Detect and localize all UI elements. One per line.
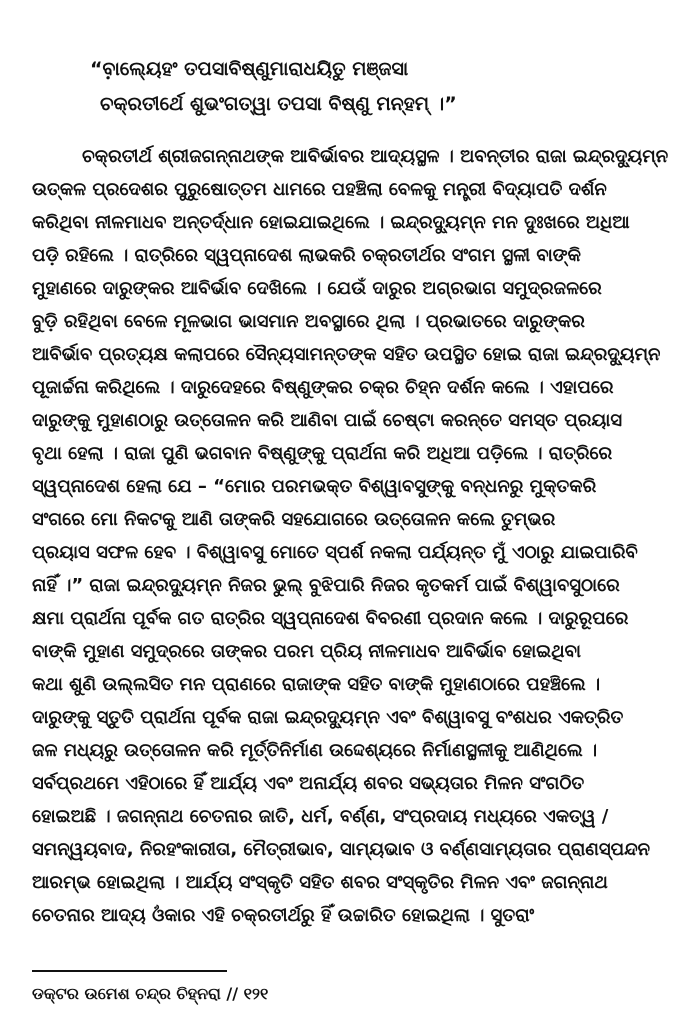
footer-author-page-number: ଡକ୍ଟର ଉମେଶ ଚନ୍ଦ୍ର ଚିହ୍ନରା // ୧୨୧ [32,984,269,1003]
body-line: ଜଳ ମଧ୍ୟରୁ ଉତ୍ତୋଳନ କରି ମୂର୍ତ୍ତିନିର୍ମାଣ ଉଦ୍ଦେଶ୍ୟରେ ନିର୍ମାଣସ୍ଥଳୀକୁ ଆଣିଥିଲେ । [32,740,598,761]
body-line: ଚେତନାର ଆଦ୍ୟ ଓଁକାର ଏହି ଚକ୍ରତୀର୍ଥରୁ ହିଁ ଉଚ୍ଚାରିତ ହୋଇଥିଲା । ସୁତରାଂ [32,905,535,926]
verse-line-2: ଚକ୍ରତୀର୍ଥେ ଶୁଭଂଗତ୍ୱା ତପସା ବିଷ୍ଣୁ ମନ୍ହମ୍ ।” [100,93,457,115]
footer-divider [32,970,227,972]
body-line: ଚକ୍ରତୀର୍ଥ ଶ୍ରୀଜଗନ୍ନାଥଙ୍କ ଆବିର୍ଭାବର ଆଦ୍ୟସ୍ଥଳ । ଅବନ୍ତୀର ରାଜା ଇନ୍ଦ୍ରଦ୍ୟୁମ୍ନ [82,146,669,167]
body-line: ସଂଗରେ ମୋ ନିକଟକୁ ଆଣି ତାଙ୍କରି ସହଯୋଗରେ ଉତ୍ତୋଳନ କଲେ ତୁମ୍ଭର [32,509,556,530]
body-line: ବୁଡ଼ି ରହିଥିବା ବେଳେ ମୂଳଭାଗ ଭାସମାନ ଅବସ୍ଥାରେ ଥିଲା । ପ୍ରଭାତରେ ଦାରୁଙ୍କର [32,311,585,332]
body-line: ବାଙ୍କି ମୁହାଣ ସମୁଦ୍ରରେ ତାଙ୍କର ପରମ ପ୍ରିୟ ନୀଳମାଧବ ଆବିର୍ଭାବ ହୋଇଥିବା [32,641,581,662]
body-line: ଉତ୍କଳ ପ୍ରଦେଶର ପୁରୁଷୋତ୍ତମ ଧାମରେ ପହଞ୍ଚିଲା ବେଳକୁ ମନ୍ତ୍ରୀ ବିଦ୍ୟାପତି ଦର୍ଶନ [32,179,607,200]
body-line: ନାହିଁ ।” ରାଜା ଇନ୍ଦ୍ରଦ୍ୟୁମ୍ନ ନିଜର ଭୁଲ୍ ବୁଝିପାରି ନିଜର କୃତକର୍ମ ପାଇଁ ବିଶ୍ୱାବସୁଠାରେ [32,575,620,596]
body-line: ଆରମ୍ଭ ହୋଇଥିଲା । ଆର୍ଯ୍ୟ ସଂସ୍କୃତି ସହିତ ଶବର ସଂସ୍କୃତିର ମିଳନ ଏବଂ ଜଗନ୍ନାଥ [32,872,608,893]
body-line: ସ୍ୱପ୍ନାଦେଶ ହେଲା ଯେ – “ମୋର ପରମଭକ୍ତ ବିଶ୍ୱାବସୁଙ୍କୁ ବନ୍ଧନରୁ ମୁକ୍ତକରି [32,476,597,497]
body-line: ମୁହାଣରେ ଦାରୁଙ୍କର ଆବିର୍ଭାବ ଦେଖିଲେ । ଯେଉଁ ଦାରୁର ଅଗ୍ରଭାଗ ସମୁଦ୍ରଜଳରେ [32,278,602,299]
body-line: କରିଥିବା ନୀଳମାଧବ ଅନ୍ତର୍ଦ୍ଧାନ ହୋଇଯାଇଥିଲେ । ଇନ୍ଦ୍ରଦ୍ୟୁମ୍ନ ମନ ଦୁଃଖରେ ଅଧିଆ [32,212,630,233]
body-paragraph [32,140,669,932]
body-line: ଦାରୁଙ୍କୁ ସ୍ତୁତି ପ୍ରାର୍ଥନା ପୂର୍ବକ ରାଜା ଇନ୍ଦ୍ରଦ୍ୟୁମ୍ନ ଏବଂ ବିଶ୍ୱାବସୁ ବଂଶଧର ଏକତ୍ରିତ [32,707,624,728]
body-line: ପ୍ରୟାସ ସଫଳ ହେବ । ବିଶ୍ୱାବସୁ ମୋତେ ସ୍ପର୍ଶ ନକଲା ପର୍ଯ୍ୟନ୍ତ ମୁଁ ଏଠାରୁ ଯାଇପାରିବି [32,542,638,563]
body-line: କ୍ଷମା ପ୍ରାର୍ଥନା ପୂର୍ବକ ଗତ ରାତ୍ରିର ସ୍ୱପ୍ନାଦେଶ ବିବରଣୀ ପ୍ରଦାନ କଲେ । ଦାରୁରୂପରେ [32,608,629,629]
body-line: କଥା ଶୁଣି ଉଲ୍ଲସିତ ମନ ପ୍ରାଣରେ ରାଜାଙ୍କ ସହିତ ବାଙ୍କି ମୁହାଣଠାରେ ପହଞ୍ଚିଲେ । [32,674,601,695]
body-line: ଆବିର୍ଭାବ ପ୍ରତ୍ୟକ୍ଷ କଲାପରେ ସୈନ୍ୟସାମନ୍ତଙ୍କ ସହିତ ଉପସ୍ଥିତ ହୋଇ ରାଜା ଇନ୍ଦ୍ରଦ୍ୟୁମ୍ନ [32,344,661,365]
body-line: ସର୍ବପ୍ରଥମେ ଏହିଠାରେ ହିଁ ଆର୍ଯ୍ୟ ଏବଂ ଅନାର୍ଯ୍ୟ ଶବର ସଭ୍ୟତାର ମିଳନ ସଂଗଠିତ [32,773,585,794]
body-line: ବୃଥା ହେଲା । ରାଜା ପୁଣି ଭଗବାନ ବିଷ୍ଣୁଙ୍କୁ ପ୍ରାର୍ଥନା କରି ଅଧିଆ ପଡ଼ିଲେ । ରାତ୍ରିରେ [32,443,613,464]
body-line: ପଡ଼ି ରହିଲେ । ରାତ୍ରିରେ ସ୍ୱପ୍ନାଦେଶ ଲାଭକରି ଚକ୍ରତୀର୍ଥର ସଂଗମ ସ୍ଥଳୀ ବାଙ୍କି [32,245,581,266]
body-line: ହୋଇଅଛି । ଜଗନ୍ନାଥ ଚେତନାର ଜାତି, ଧର୍ମ, ବର୍ଣ୍ଣ, ସଂପ୍ରଦାୟ ମଧ୍ୟରେ ଏକତ୍ୱ / [32,806,609,827]
body-line: ଦାରୁଙ୍କୁ ମୁହାଣଠାରୁ ଉତ୍ତୋଳନ କରି ଆଣିବା ପାଇଁ ଚେଷ୍ଟା କରନ୍ତେ ସମସ୍ତ ପ୍ରୟାସ [32,410,623,431]
body-line: ପୂଜାର୍ଚ୍ଚନା କରିଥିଲେ । ଦାରୁଦେହରେ ବିଷ୍ଣୁଙ୍କର ଚକ୍ର ଚିହ୍ନ ଦର୍ଶନ କଲେ । ଏହାପରେ [32,377,614,398]
verse-line-1: “ବାଲ୍ୟେ଼ହଂ ତପସାବିଷ୍ଣୁମାରାଧୟିତୁ ମଞ୍ଜସା [90,58,409,80]
body-line: ସମନ୍ୱୟବାଦ, ନିରହଂକାରୀତା, ମୈତ୍ରୀଭାବ, ସାମ୍ୟଭାବ ଓ ବର୍ଣ୍ଣସାମ୍ୟତାର ପ୍ରାଣସ୍ପନ୍ଦନ [32,839,651,860]
